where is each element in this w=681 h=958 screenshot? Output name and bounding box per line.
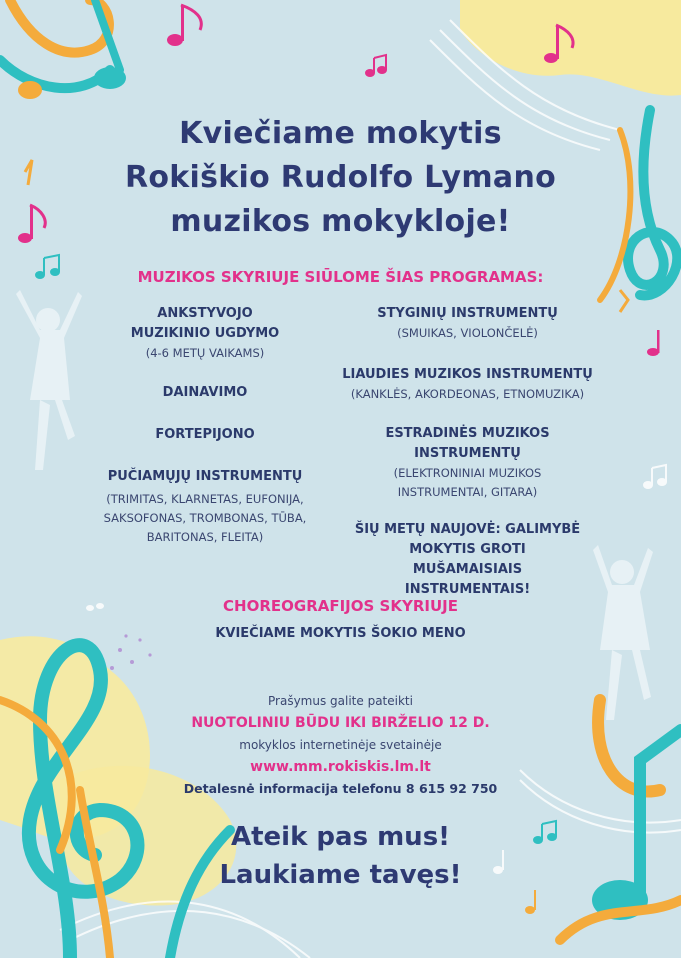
program-title: PUČIAMŲJŲ INSTRUMENTŲ: [107, 469, 303, 484]
program-item: [90, 467, 320, 547]
program-title: STYGINIŲ INSTRUMENTŲ: [377, 306, 558, 321]
closing-message: [0, 818, 681, 894]
title-line-2: Rokiškio Rudolfo Lymano: [124, 160, 557, 195]
program-item: [335, 520, 600, 600]
program-item: [335, 304, 600, 343]
phone-info: Detalesnė informacija telefonu 8 615 92 750: [183, 781, 498, 796]
program-title: FORTEPIJONO: [155, 427, 255, 442]
program-title-highlight: ŠIŲ METŲ NAUJOVĖ: GALIMYBĖ MOKYTIS GROTI MUŠAMAISIAIS INSTRUMENTAIS!: [354, 522, 581, 597]
program-title: ANKSTYVOJO MUZIKINIO UGDYMO: [130, 306, 280, 341]
program-item: [90, 304, 320, 363]
program-subtitle: (KANKLĖS, AKORDEONAS, ETNOMUZIKA): [350, 387, 585, 401]
program-item: [90, 425, 320, 445]
music-section-heading: MUZIKOS SKYRIUJE SIŪLOME ŠIAS PROGRAMAS:: [137, 268, 544, 286]
program-subtitle: (SMUIKAS, VIOLONČELĖ): [397, 326, 538, 340]
program-subtitle: (ELEKTRONINIAI MUZIKOS INSTRUMENTAI, GITARA): [393, 466, 542, 499]
program-item: [335, 365, 600, 404]
choreo-section-subtitle: KVIEČIAME MOKYTIS ŠOKIO MENO: [215, 626, 466, 641]
info-line-3: mokyklos internetinėje svetainėje: [239, 738, 442, 752]
main-title: [0, 112, 681, 244]
program-item: [335, 424, 600, 502]
title-line-1: Kviečiame mokytis: [179, 116, 502, 151]
dancer-left-icon: [16, 290, 82, 470]
title-line-3: muzikos mokykloje!: [170, 204, 511, 239]
info-deadline: NUOTOLINIU BŪDU IKI BIRŽELIO 12 D.: [191, 715, 490, 731]
choreo-section-heading: CHOREOGRAFIJOS SKYRIUJE: [223, 597, 458, 615]
closing-line-2: Laukiame tavęs!: [219, 860, 462, 890]
info-line-1: Prašymus galite pateikti: [268, 694, 413, 708]
program-title: DAINAVIMO: [162, 385, 248, 400]
programs-left-column: [90, 304, 320, 547]
program-subtitle: (4-6 METŲ VAIKAMS): [145, 346, 265, 360]
program-item: [90, 383, 320, 403]
closing-line-1: Ateik pas mus!: [230, 822, 451, 852]
application-info: [0, 690, 681, 800]
program-title: LIAUDIES MUZIKOS INSTRUMENTŲ: [342, 367, 593, 382]
program-title: ESTRADINĖS MUZIKOS INSTRUMENTŲ: [385, 426, 550, 461]
website-link[interactable]: www.mm.rokiskis.lm.lt: [250, 759, 431, 775]
programs-right-column: [335, 304, 600, 600]
program-subtitle: (TRIMITAS, KLARNETAS, EUFONIJA, SAKSOFONAS, TROMBONAS, TŪBA, BARITONAS, FLEITA): [103, 492, 307, 544]
